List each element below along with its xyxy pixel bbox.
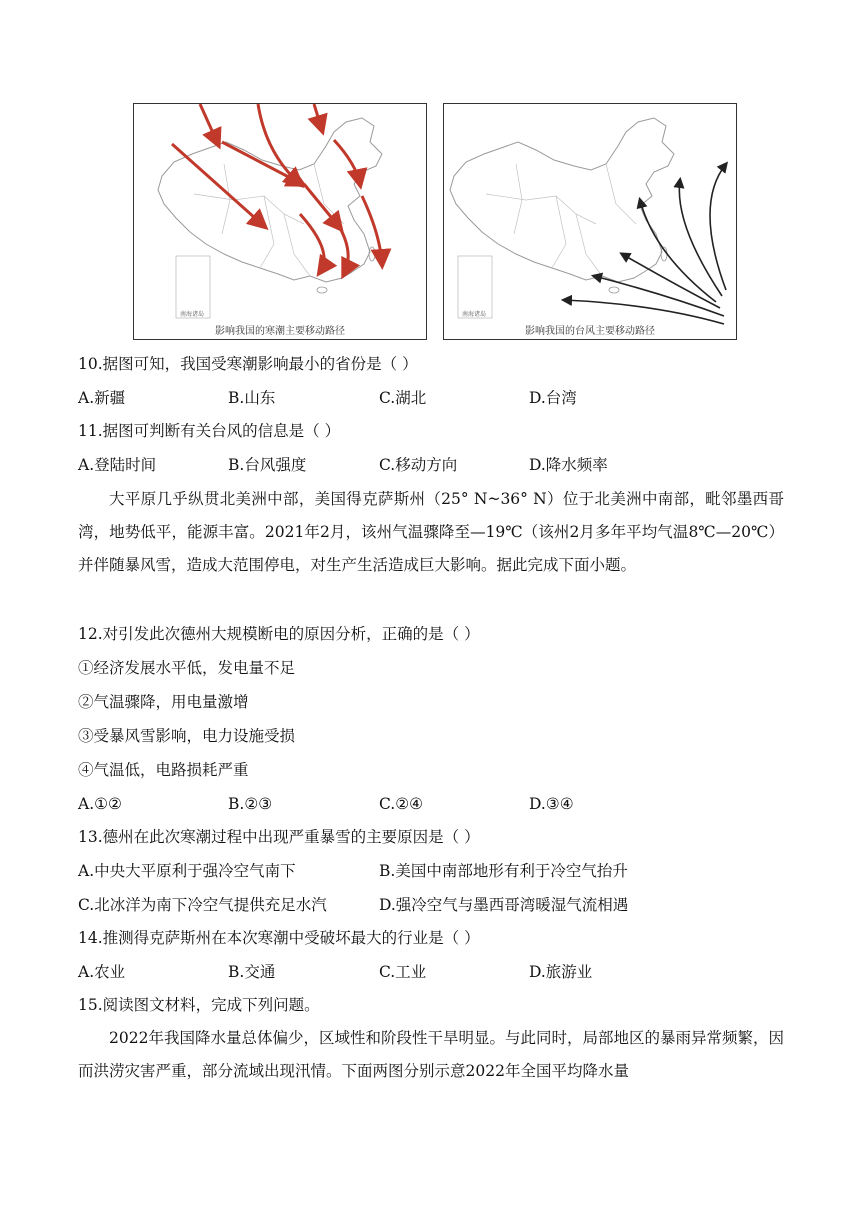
- cold-wave-map-caption: 影响我国的寒潮主要移动路径: [215, 326, 345, 337]
- option-d: D.旅游业: [529, 963, 593, 981]
- statement-4: ④气温低，电路损耗严重: [78, 761, 249, 779]
- cold-wave-map-figure: [133, 103, 427, 340]
- option-b: B.交通: [228, 963, 276, 981]
- option-a: A.新疆: [78, 389, 126, 407]
- option-a: A.中央大平原利于强冷空气南下: [78, 862, 296, 880]
- typhoon-map-figure: [443, 103, 737, 340]
- option-a: A.登陆时间: [78, 456, 157, 474]
- statement-3: ③受暴风雪影响，电力设施受损: [78, 727, 296, 745]
- option-a: A.①②: [78, 795, 122, 813]
- cold-wave-map: [134, 104, 426, 339]
- statement-1: ①经济发展水平低，发电量不足: [78, 659, 296, 677]
- question-14-stem: 14.推测得克萨斯州在本次寒潮中受破坏最大的行业是（ ）: [78, 929, 480, 947]
- typhoon-arrows: [564, 164, 726, 324]
- option-c: C.工业: [379, 963, 427, 981]
- question-12-stem: 12.对引发此次德州大规模断电的原因分析，正确的是（ ）: [78, 625, 480, 643]
- inset-label: 南海诸岛: [180, 311, 205, 318]
- option-c: C.北冰洋为南下冷空气提供充足水汽: [78, 896, 327, 914]
- statement-2: ②气温骤降，用电量激增: [78, 693, 249, 711]
- option-c: C.湖北: [379, 389, 427, 407]
- question-13-stem: 13.德州在此次寒潮过程中出现严重暴雪的主要原因是（ ）: [78, 828, 480, 846]
- option-c: C.移动方向: [379, 456, 458, 474]
- passage-texas: 大平原几乎纵贯北美洲中部，美国得克萨斯州（25° N~36° N）位于北美洲中南部，毗邻墨西哥湾，地势低平，能源丰富。2021年2月，该州气温骤降至—19℃（该州2月多年平均气温8℃—20℃）并伴随暴风雪，造成大范围停电，对生产生活造成巨大影响。据此完成下面小题。: [78, 490, 784, 574]
- question-15-stem: 15.阅读图文材料，完成下列问题。: [78, 996, 320, 1014]
- option-d: D.台湾: [529, 389, 577, 407]
- option-c: C.②④: [379, 795, 424, 813]
- cold-wave-arrows: [172, 104, 382, 274]
- option-b: B.台风强度: [228, 456, 307, 474]
- question-11-stem: 11.据图可判断有关台风的信息是（ ）: [78, 422, 341, 440]
- option-b: B.②③: [228, 795, 273, 813]
- option-b: B.美国中南部地形有利于冷空气抬升: [379, 862, 628, 880]
- inset-label: 南海诸岛: [462, 311, 487, 318]
- option-d: D.强冷空气与墨西哥湾暖湿气流相遇: [379, 896, 629, 914]
- typhoon-map: [444, 104, 736, 339]
- option-a: A.农业: [78, 963, 126, 981]
- passage-precipitation: 2022年我国降水量总体偏少，区域性和阶段性干旱明显。与此同时，局部地区的暴雨异常频繁，因而洪涝灾害严重，部分流域出现汛情。下面两图分别示意2022年全国平均降水量: [78, 1029, 784, 1080]
- typhoon-map-caption: 影响我国的台风主要移动路径: [525, 326, 655, 337]
- question-10-stem: 10.据图可知，我国受寒潮影响最小的省份是（ ）: [78, 355, 418, 373]
- option-d: D.降水频率: [529, 456, 608, 474]
- option-d: D.③④: [529, 795, 574, 813]
- option-b: B.山东: [228, 389, 276, 407]
